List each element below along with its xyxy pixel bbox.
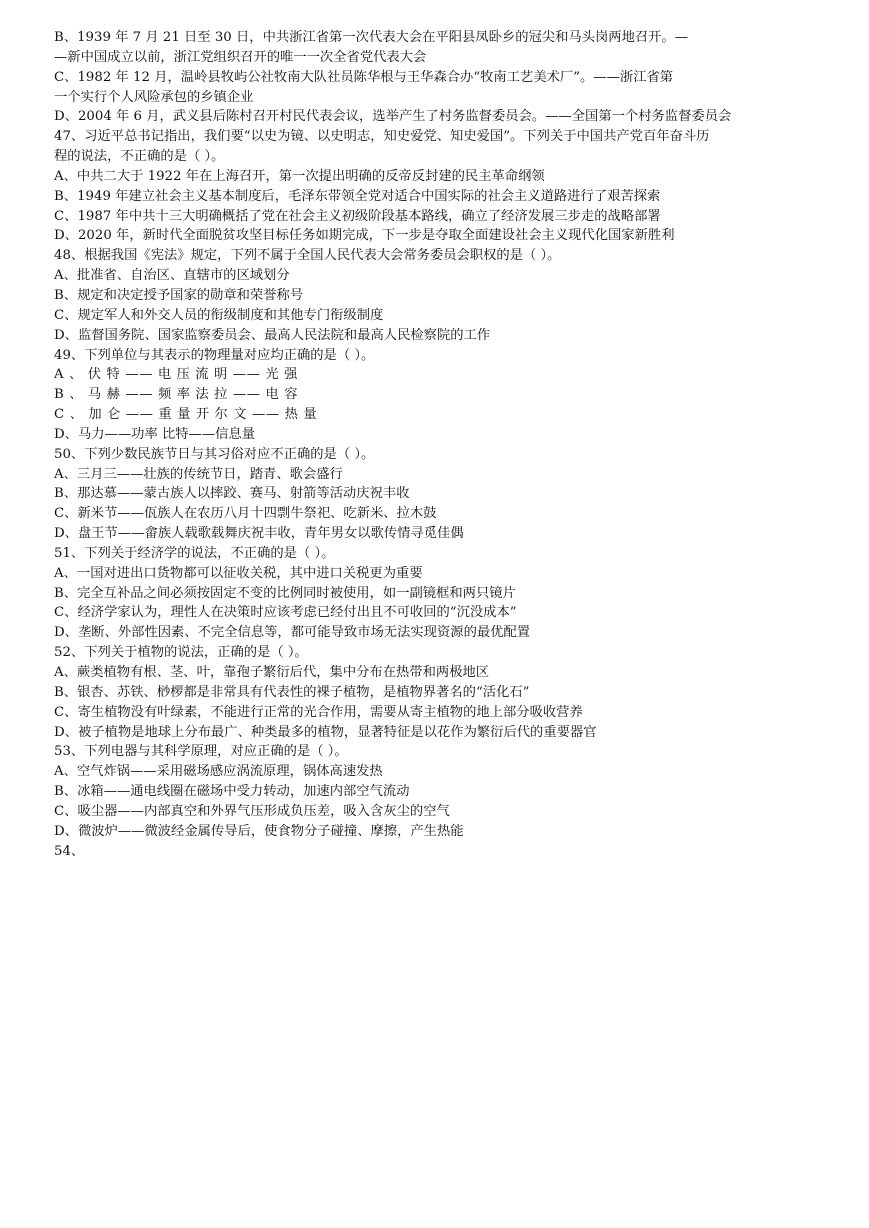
question-52-option-a: A、蕨类植物有根、茎、叶，靠孢子繁衍后代，集中分布在热带和两极地区 <box>54 665 490 680</box>
question-50-option-b: B、那达慕——蒙古族人以摔跤、赛马、射箭等活动庆祝丰收 <box>54 486 410 502</box>
question-51-option-d: D、垄断、外部性因素、不完全信息等，都可能导致市场无法实现资源的最优配置 <box>54 625 531 641</box>
question-49-option-a: A 、 伏 特 —— 电 压 流 明 —— 光 强 <box>54 367 298 383</box>
question-49-option-d: D、马力——功率 比特——信息量 <box>54 426 256 442</box>
question-48-option-d: D、监督国务院、国家监察委员会、最高人民法院和最高人民检察院的工作 <box>54 327 491 343</box>
question-48-stem: 48、根据我国《宪法》规定，下列不属于全国人民代表大会常务委员会职权的是（ ）。 <box>54 248 561 264</box>
question-53-option-b: B、冰箱——通电线圈在磁场中受力转动，加速内部空气流动 <box>54 784 410 800</box>
question-48-option-c: C、规定军人和外交人员的衔级制度和其他专门衔级制度 <box>54 307 384 323</box>
question-53-stem: 53、下列电器与其科学原理，对应正确的是（ ）。 <box>54 744 348 760</box>
text-line: 一个实行个人风险承包的乡镇企业 <box>54 89 254 105</box>
text-line: C、1982 年 12 月，温岭县牧屿公社牧南大队社员陈华根与王华森合办“牧南工艺美术厂”。——浙江省第 <box>54 69 674 85</box>
question-53-option-c: C、吸尘器——内部真空和外界气压形成负压差，吸入含灰尘的空气 <box>54 803 450 819</box>
question-47-option-c: C、1987 年中共十三大明确概括了党在社会主义初级阶段基本路线，确立了经济发展三步走的战略部署 <box>54 208 661 224</box>
question-52-option-b: B、银杏、苏铁、桫椤都是非常具有代表性的裸子植物，是植物界著名的“活化石” <box>54 684 530 700</box>
text-line: B、1939 年 7 月 21 日至 30 日，中共浙江省第一次代表大会在平阳县凤卧乡的冠尖和马头岗两地召开。— <box>54 30 689 45</box>
question-52-stem: 52、下列关于植物的说法，正确的是（ ）。 <box>54 645 308 661</box>
question-51-option-a: A、一国对进出口货物都可以征收关税，其中进口关税更为重要 <box>54 565 423 581</box>
question-47-option-a: A、中共二大于 1922 年在上海召开，第一次提出明确的反帝反封建的民主革命纲领 <box>54 168 545 184</box>
question-50-option-a: A、三月三——壮族的传统节日，踏青、歌会盛行 <box>54 466 343 482</box>
text-line: —新中国成立以前，浙江党组织召开的唯一一次全省党代表大会 <box>54 49 427 65</box>
question-51-option-b: B、完全互补品之间必须按固定不变的比例同时被使用，如一副镜框和两只镜片 <box>54 585 516 601</box>
question-47-option-d: D、2020 年，新时代全面脱贫攻坚目标任务如期完成，下一步是夺取全面建设社会主义现代化国家新胜利 <box>54 228 675 244</box>
question-52-option-c: C、寄生植物没有叶绿素，不能进行正常的光合作用，需要从寄主植物的地上部分吸收营养 <box>54 704 583 720</box>
question-47-stem: 47、习近平总书记指出，我们要“以史为镜、以史明志，知史爱党、知史爱国”。下列关于中国共产党百年奋斗历 <box>54 129 710 145</box>
question-48-option-a: A、批准省、自治区、直辖市的区域划分 <box>54 268 290 284</box>
question-49-stem: 49、下列单位与其表示的物理量对应均正确的是（ ）。 <box>54 347 375 363</box>
question-53-option-a: A、空气炸锅——采用磁场感应涡流原理，锅体高速发热 <box>54 764 383 780</box>
question-48-option-b: B、规定和决定授予国家的勋章和荣誉称号 <box>54 287 304 303</box>
question-47-stem-cont: 程的说法，不正确的是（ ）。 <box>54 149 225 165</box>
question-52-option-d: D、被子植物是地球上分布最广、种类最多的植物，显著特征是以花作为繁衍后代的重要器官 <box>54 724 597 740</box>
question-49-option-c: C 、 加 仑 —— 重 量 开 尔 文 —— 热 量 <box>54 407 318 423</box>
question-49-option-b: B 、 马 赫 —— 频 率 法 拉 —— 电 容 <box>54 387 299 403</box>
question-51-option-c: C、经济学家认为，理性人在决策时应该考虑已经付出且不可收回的“沉没成本” <box>54 605 517 621</box>
question-47-option-b: B、1949 年建立社会主义基本制度后，毛泽东带领全党对适合中国实际的社会主义道路进行了艰苦探索 <box>54 188 661 204</box>
question-50-option-c: C、新米节——佤族人在农历八月十四剽牛祭祀、吃新米、拉木鼓 <box>54 506 437 522</box>
question-54-stem: 54、 <box>54 843 85 859</box>
question-50-stem: 50、下列少数民族节日与其习俗对应不正确的是（ ）。 <box>54 446 375 462</box>
question-50-option-d: D、盘王节——畲族人载歌载舞庆祝丰收，青年男女以歌传情寻觅佳偶 <box>54 526 464 542</box>
text-line: D、2004 年 6 月，武义县后陈村召开村民代表会议，选举产生了村务监督委员会。——全国第一个村务监督委员会 <box>54 109 732 125</box>
question-53-option-d: D、微波炉——微波经金属传导后，使食物分子碰撞、摩擦，产生热能 <box>54 823 464 839</box>
question-51-stem: 51、下列关于经济学的说法，不正确的是（ ）。 <box>54 545 335 561</box>
